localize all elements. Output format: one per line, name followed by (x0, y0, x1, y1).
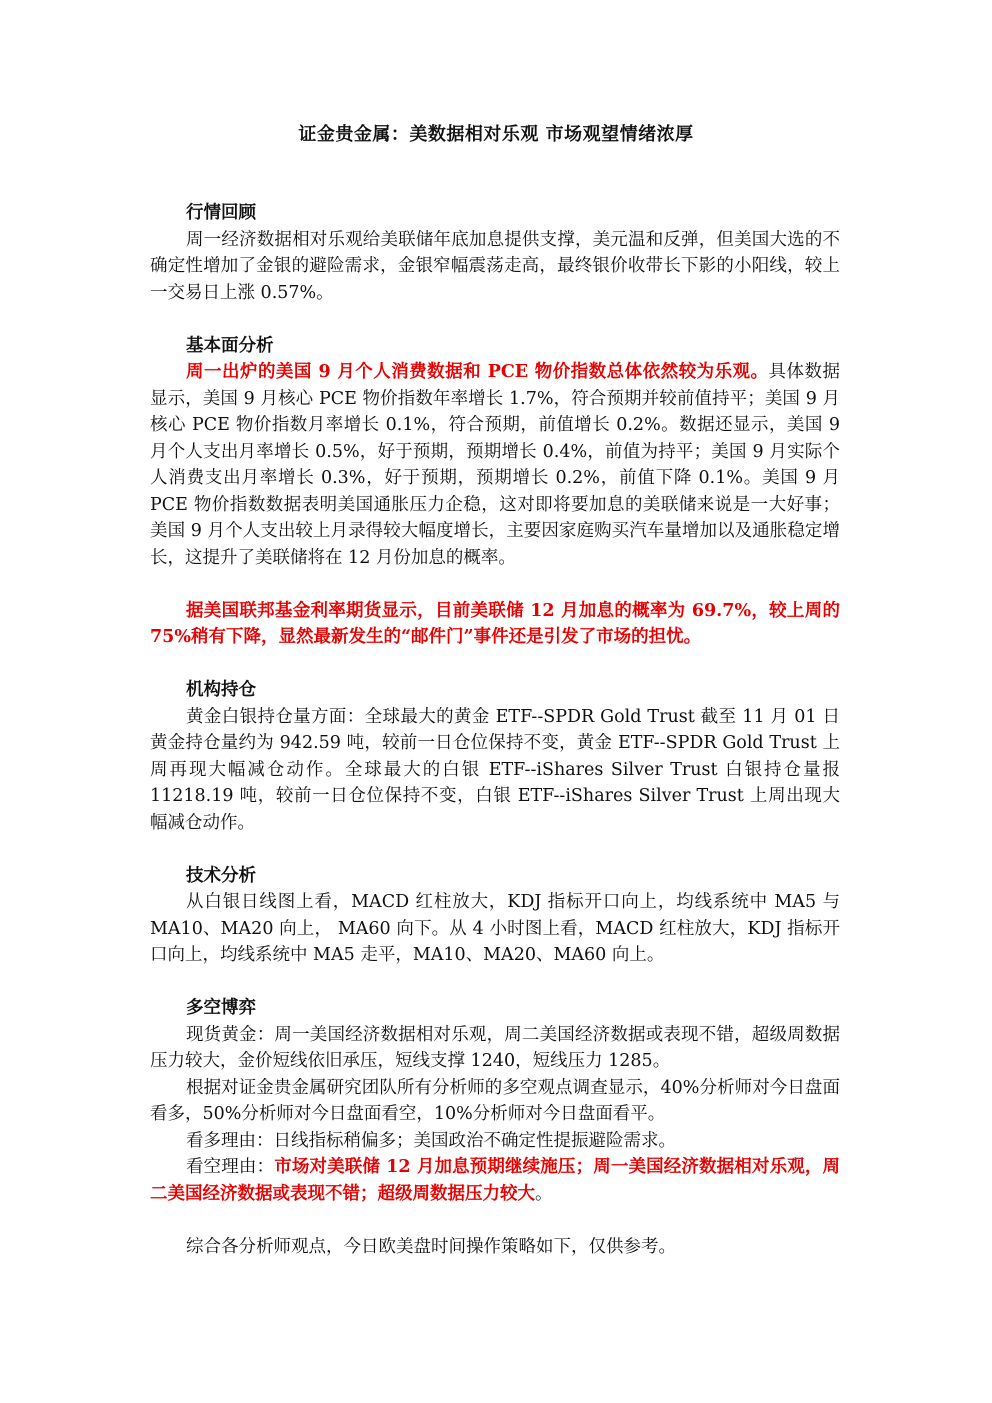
market-review-paragraph: 周一经济数据相对乐观给美联储年底加息提供支撑，美元温和反弹，但美国大选的不确定性增加了金银的避险需求，金银窄幅震荡走高，最终银价收带长下影的小阳线，较上一交易日上涨 0.57%。 (150, 229, 840, 303)
section-heading-holdings: 机构持仓 (186, 680, 256, 700)
bearish-reasons-prefix: 看空理由： (186, 1157, 275, 1177)
document-title: 证金贵金属：美数据相对乐观 市场观望情绪浓厚 (298, 124, 694, 145)
fundamentals-paragraph-2-highlight: 据美国联邦基金利率期货显示，目前美联储 12 月加息的概率为 69.7%，较上周的 75%稍有下降，显然最新发生的“邮件门”事件还是引发了市场的担忧。 (150, 600, 840, 647)
section-heading-fundamentals: 基本面分析 (186, 335, 274, 356)
section-heading-long-short: 多空博弈 (186, 998, 256, 1018)
fundamentals-highlight: 周一出炉的美国 9 月个人消费数据和 PCE 物价指数总体依然较为乐观。 (186, 362, 769, 382)
document-body (150, 200, 840, 1260)
technical-paragraph: 从白银日线图上看，MACD 红柱放大，KDJ 指标开口向上，均线系统中 MA5 与 MA10、MA20 向上， MA60 向下。从 4 小时图上看，MACD 红柱放大，KDJ 指标开口向上，均线系统中 MA5 走平，MA10、MA20、MA60 向上。 (150, 892, 840, 965)
long-short-paragraph-2: 根据对证金贵金属研究团队所有分析师的多空观点调查显示，40%分析师对今日盘面看多，50%分析师对今日盘面看空，10%分析师对今日盘面看平。 (150, 1077, 840, 1124)
bearish-reasons-suffix: 。 (535, 1183, 553, 1204)
bearish-reasons (150, 1154, 840, 1207)
section-heading-technical: 技术分析 (186, 865, 256, 886)
holdings-paragraph: 黄金白银持仓量方面：全球最大的黄金 ETF--SPDR Gold Trust 截至 11 月 01 日黄金持仓量约为 942.59 吨，较前一日仓位保持不变，黄金 ETF--SPDR Gold Trust 上周再现大幅减仓动作。全球最大的白银 ETF--iShares Silver Trust 白银持仓量报 11218.19 吨，较前一日仓位保持不变，白银 ETF--iShares Silver Trust 上周出现大幅减仓动作。 (150, 706, 840, 833)
strategy-intro: 综合各分析师观点，今日欧美盘时间操作策略如下，仅供参考。 (186, 1236, 676, 1257)
bearish-reasons-highlight: 市场对美联储 12 月加息预期继续施压；周一美国经济数据相对乐观，周二美国经济数据或表现不错；超级周数据压力较大 (150, 1157, 840, 1204)
fundamentals-detail: 具体数据显示，美国 9 月核心 PCE 物价指数年率增长 1.7%，符合预期并较前值持平；美国 9 月核心 PCE 物价指数月率增长 0.1%，符合预期，前值增长 0.2%。数据还显示，美国 9 月个人支出月率增长 0.5%，好于预期，预期增长 0.4%，前值为持平；美国 9 月实际个人消费支出月率增长 0.3%，好于预期，预期增长 0.2%，前值下降 0.1%。美国 9 月 PCE 物价指数数据表明美国通胀压力企稳，这对即将要加息的美联储来说是一大好事；美国 9 月个人支出较上月录得较大幅度增长，主要因家庭购买汽车量增加以及通胀稳定增长，这提升了美联储将在 12 月份加息的概率。 (150, 362, 840, 568)
bullish-reasons: 看多理由：日线指标稍偏多；美国政治不确定性提振避险需求。 (186, 1130, 676, 1151)
fundamentals-paragraph-1 (150, 359, 840, 571)
section-heading-market-review: 行情回顾 (186, 203, 256, 223)
long-short-paragraph-1: 现货黄金：周一美国经济数据相对乐观，周二美国经济数据或表现不错，超级周数据压力较大，金价短线依旧承压，短线支撑 1240，短线压力 1285。 (150, 1024, 840, 1071)
